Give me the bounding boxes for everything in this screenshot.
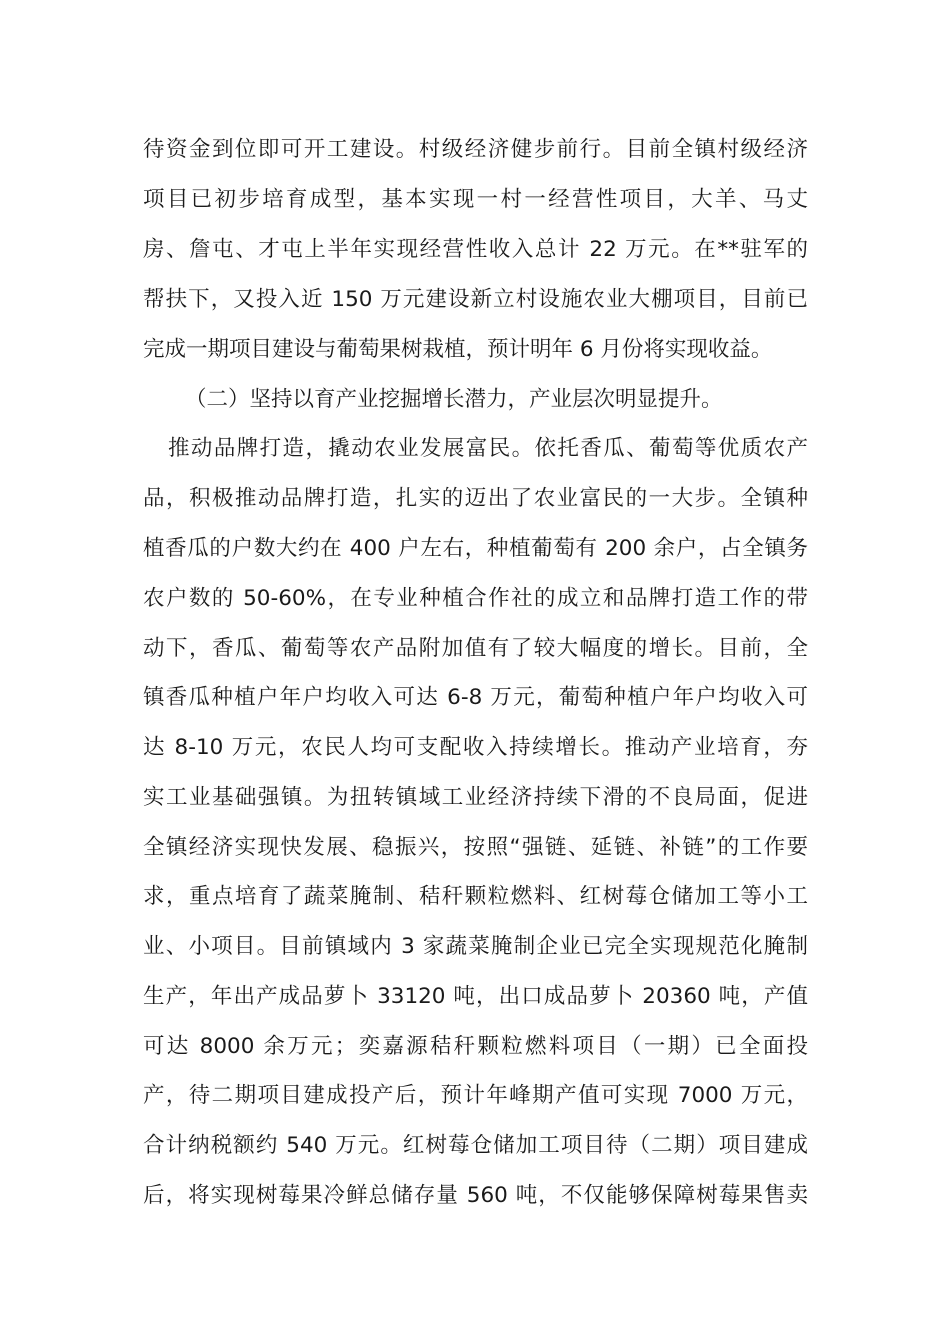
text-line: 可达 8000 余万元；奕嘉源秸秆颗粒燃料项目（一期）已全面投 xyxy=(143,1034,808,1059)
text-line: 推动品牌打造，撬动农业发展富民。依托香瓜、葡萄等优质农产 xyxy=(168,436,808,461)
text-line: 完成一期项目建设与葡萄果树栽植，预计明年 6 月份将实现收益。 xyxy=(143,337,773,362)
text-line: 达 8-10 万元，农民人均可支配收入持续增长。推动产业培育，夯 xyxy=(143,735,808,760)
text-line: 品，积极推动品牌打造，扎实的迈出了农业富民的一大步。全镇种 xyxy=(143,486,808,511)
text-line: 房、詹屯、才屯上半年实现经营性收入总计 22 万元。在**驻军的 xyxy=(143,237,808,262)
text-line: 实工业基础强镇。为扭转镇域工业经济持续下滑的不良局面，促进 xyxy=(143,785,808,810)
text-line: 植香瓜的户数大约在 400 户左右，种植葡萄有 200 余户，占全镇务 xyxy=(143,536,808,561)
text-line: 项目已初步培育成型，基本实现一村一经营性项目，大羊、马丈 xyxy=(143,187,808,212)
text-line: 待资金到位即可开工建设。村级经济健步前行。目前全镇村级经济 xyxy=(143,137,808,162)
text-line: 帮扶下，又投入近 150 万元建设新立村设施农业大棚项目，目前已 xyxy=(143,287,808,312)
text-line: 动下，香瓜、葡萄等农产品附加值有了较大幅度的增长。目前，全 xyxy=(143,636,808,661)
text-line: 合计纳税额约 540 万元。红树莓仓储加工项目待（二期）项目建成 xyxy=(143,1133,808,1158)
section-heading: （二）坚持以育产业挖掘增长潜力，产业层次明显提升。 xyxy=(185,387,723,412)
text-line: 全镇经济实现快发展、稳振兴，按照“强链、延链、补链”的工作要 xyxy=(143,835,808,860)
text-line: 业、小项目。目前镇域内 3 家蔬菜腌制企业已完全实现规范化腌制 xyxy=(143,934,808,959)
text-line: 产，待二期项目建成投产后，预计年峰期产值可实现 7000 万元， xyxy=(143,1083,808,1108)
text-line: 农户数的 50-60%，在专业种植合作社的成立和品牌打造工作的带 xyxy=(143,586,808,611)
text-line: 镇香瓜种植户年户均收入可达 6-8 万元，葡萄种植户年户均收入可 xyxy=(143,685,808,710)
text-line: 后，将实现树莓果冷鲜总储存量 560 吨，不仅能够保障树莓果售卖 xyxy=(143,1183,808,1208)
text-line: 生产，年出产成品萝卜 33120 吨，出口成品萝卜 20360 吨，产值 xyxy=(143,984,808,1009)
text-line: 求，重点培育了蔬菜腌制、秸秆颗粒燃料、红树莓仓储加工等小工 xyxy=(143,884,808,909)
